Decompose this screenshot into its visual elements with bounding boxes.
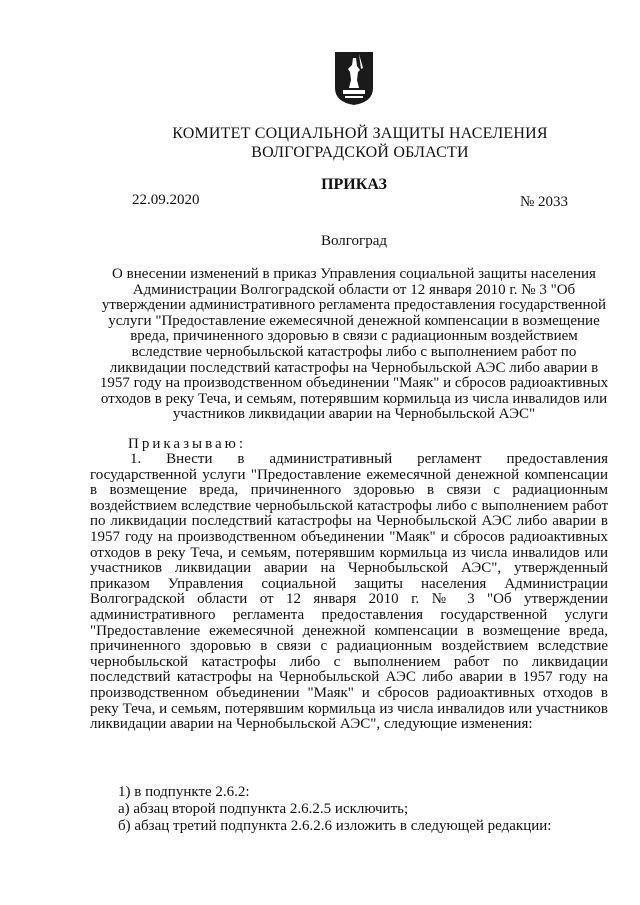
volgograd-coat-of-arms-icon [333, 50, 375, 106]
document-subject: О внесении изменений в приказ Управления социальной защиты населения Администрации Волгоградской области от 12 января 2010 г. № 3 "Об утверждении административного регламента предоставления государственной услуги "Предоставление ежемесячной денежной компенсации в возмещение вреда, причиненного здоровью в связи с радиационным воздействием вследствие чернобыльской катастрофы либо с выполнением работ по ликвидации последствий катастрофы на Чернобыльской АЭС либо аварии в 1957 году на производственном объединении "Маяк" и сбросов радиоактивных отходов в реку Теча, и семьям, потерявшим кормильца из числа инвалидов или участников ликвидации аварии на Чернобыльской АЭС" [99, 266, 609, 423]
document-city: Волгоград [320, 233, 387, 249]
organization-name-line1: КОМИТЕТ СОЦИАЛЬНОЙ ЗАЩИТЫ НАСЕЛЕНИЯ [172, 125, 548, 142]
list-item: а) абзац второй подпункта 2.6.2.5 исключить; [118, 801, 409, 817]
list-item: 1) в подпункте 2.6.2: [118, 784, 250, 800]
document-body [90, 452, 608, 733]
paragraph-1: 1. Внести в административный регламент предоставления государственной услуги "Предоставление ежемесячной денежной компенсации в возмещение вреда, причиненного здоровью в связи с радиационным воздействием вследствие чернобыльской катастрофы либо с выполнением работ по ликвидации последствий катастрофы на Чернобыльской АЭС либо аварии в 1957 году на производственном объединении "Маяк" и сбросов радиоактивных отходов в реку Теча, и семьям, потерявшим кормильца из числа инвалидов или участников ликвидации аварии на Чернобыльской АЭС", утвержденный приказом Управления социальной защиты населения Администрации Волгоградской области от 12 января 2010 г. № 3 "Об утверждении административного регламента предоставления государственной услуги "Предоставление ежемесячной денежной компенсации в возмещение вреда, причиненного здоровью в связи с радиационным воздействием вследствие чернобыльской катастрофы либо с выполнением работ по ликвидации последствий катастрофы на Чернобыльской АЭС либо аварии в 1957 году на производственном объединении "Маяк" и сбросов радиоактивных отходов в реку Теча, и семьям, потерявшим кормильца из числа инвалидов или участников ликвидации аварии на Чернобыльской АЭС", следующие изменения: [90, 451, 608, 733]
document-type: ПРИКАЗ [321, 176, 387, 193]
orders-heading: Приказываю: [128, 436, 246, 452]
organization-name-line2: ВОЛГОГРАДСКОЙ ОБЛАСТИ [251, 144, 469, 161]
document-number: № 2033 [520, 194, 569, 210]
list-item: б) абзац третий подпункта 2.6.2.6 изложить в следующей редакции: [118, 818, 552, 834]
document-date: 22.09.2020 [132, 192, 200, 208]
